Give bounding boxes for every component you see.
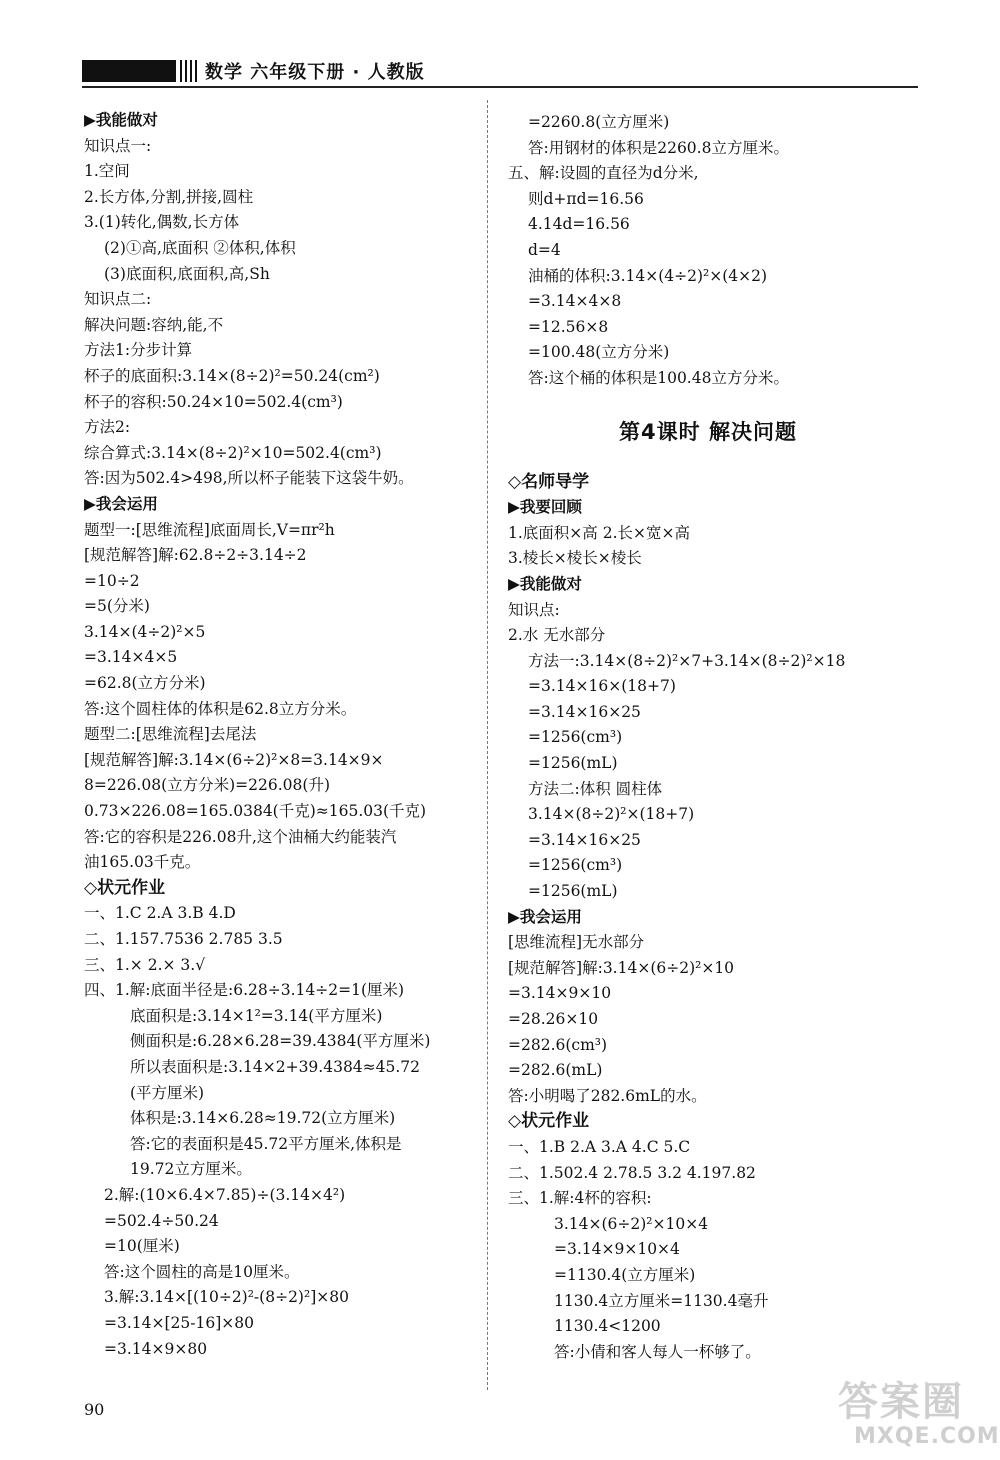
text-line: =1130.4(立方厘米) (554, 1265, 696, 1284)
text-line: 题型一:[思维流程]底面周长,V=πr²h (84, 520, 335, 539)
text-line: =5(分米) (84, 597, 150, 616)
section-heading: ▶我要回顾 (508, 498, 582, 517)
text-line: 所以表面积是:3.14×2+39.4384≈45.72 (130, 1057, 421, 1076)
text-line: =1256(mL) (528, 882, 618, 901)
text-line: 三、1.× 2.× 3.√ (84, 955, 206, 974)
section-heading: ▶我能做对 (84, 111, 158, 129)
left-column (84, 108, 484, 1362)
right-column-bottom (508, 470, 908, 1366)
text-line: 3.(1)转化,偶数,长方体 (84, 213, 240, 232)
text-line: 杯子的底面积:3.14×(8÷2)²=50.24(cm²) (84, 366, 380, 385)
text-line: 3.棱长×棱长×棱长 (508, 549, 642, 568)
right-column-top (508, 110, 908, 392)
column-divider (487, 100, 489, 1390)
text-line: 3.解:3.14×[(10÷2)²-(8÷2)²]×80 (104, 1288, 349, 1307)
text-line: 0.73×226.08=165.0384(千克)≈165.03(千克) (84, 802, 427, 821)
text-line: 侧面积是:6.28×6.28=39.4384(平方厘米) (130, 1032, 431, 1051)
text-line: 二、1.502.4 2.78.5 3.2 4.197.82 (508, 1163, 756, 1182)
text-line: 1.底面积×高 2.长×宽×高 (508, 523, 690, 542)
text-line: [规范解答]解:3.14×(6÷2)²×8=3.14×9× (84, 750, 384, 769)
text-line: 知识点一: (84, 136, 152, 155)
text-line: 答:小明喝了282.6mL的水。 (508, 1086, 707, 1105)
text-line: =3.14×9×10 (508, 984, 612, 1003)
text-line: 知识点二: (84, 290, 152, 309)
text-line: =3.14×4×8 (528, 292, 622, 311)
text-line: 油165.03千克。 (84, 853, 201, 872)
text-line: 答:这个圆柱体的体积是62.8立方分米。 (84, 699, 357, 718)
section-heading: ◇状元作业 (84, 877, 166, 898)
text-line: 方法2: (84, 418, 131, 437)
text-line: =3.14×[25-16]×80 (104, 1313, 254, 1332)
text-line: 2.水 无水部分 (508, 626, 606, 645)
header-stripes (180, 60, 198, 82)
text-line: 五、解:设圆的直径为d分米, (508, 164, 699, 183)
text-line: [规范解答]解:3.14×(6÷2)²×10 (508, 958, 735, 977)
text-line: =10÷2 (84, 571, 140, 590)
text-line: 题型二:[思维流程]去尾法 (84, 725, 257, 744)
text-line: 答:小倩和客人每人一杯够了。 (554, 1342, 761, 1361)
text-line: 1130.4<1200 (554, 1317, 661, 1336)
text-line: 知识点: (508, 600, 560, 619)
text-line: 体积是:3.14×6.28≈19.72(立方厘米) (130, 1109, 396, 1128)
text-line: =502.4÷50.24 (104, 1211, 219, 1230)
text-line: 一、1.C 2.A 3.B 4.D (84, 904, 236, 923)
right-column (508, 110, 908, 1365)
header-rule (82, 86, 918, 88)
text-line: 方法一:3.14×(8÷2)²×7+3.14×(8÷2)²×18 (528, 651, 846, 670)
text-line: 答:用钢材的体积是2260.8立方厘米。 (528, 138, 789, 157)
text-line: 答:这个圆柱的高是10厘米。 (104, 1262, 300, 1281)
text-line: 3.14×(6÷2)²×10×4 (554, 1214, 709, 1233)
text-line: 3.14×(4÷2)²×5 (84, 622, 206, 641)
text-line: =282.6(cm³) (508, 1035, 608, 1054)
text-line: 1130.4立方厘米=1130.4毫升 (554, 1291, 769, 1310)
text-line: (平方厘米) (130, 1083, 205, 1102)
text-line: =1256(mL) (528, 754, 618, 773)
text-line: 答:因为502.4>498,所以杯子能装下这袋牛奶。 (84, 469, 414, 488)
text-line: 则d+πd=16.56 (528, 189, 644, 208)
text-line: d=4 (528, 240, 561, 259)
text-line: 8=226.08(立方分米)=226.08(升) (84, 776, 330, 795)
text-line: 答:它的容积是226.08升,这个油桶大约能装汽 (84, 827, 397, 846)
text-line: =3.14×4×5 (84, 648, 178, 667)
header-black-bar (82, 60, 176, 82)
text-line: [思维流程]无水部分 (508, 933, 645, 952)
text-line: 答:这个桶的体积是100.48立方分米。 (528, 368, 789, 387)
text-line: =3.14×9×80 (104, 1339, 208, 1358)
text-line: 2.解:(10×6.4×7.85)÷(3.14×4²) (104, 1185, 346, 1204)
text-line: (3)底面积,底面积,高,Sh (104, 264, 270, 283)
text-line: =2260.8(立方厘米) (528, 113, 670, 131)
watermark-text: 答案圈 (838, 1379, 964, 1425)
lesson-title: 第4课时 解决问题 (619, 419, 797, 444)
text-line: =28.26×10 (508, 1010, 599, 1028)
section-heading: ◇状元作业 (508, 1111, 590, 1132)
text-line: 3.14×(8÷2)²×(18+7) (528, 805, 695, 824)
text-line: 1.空间 (84, 162, 130, 181)
text-line: =3.14×9×10×4 (554, 1240, 680, 1259)
text-line: 2.长方体,分割,拼接,圆柱 (84, 187, 254, 206)
text-line: =10(厘米) (104, 1237, 180, 1256)
text-line: 综合算式:3.14×(8÷2)²×10=502.4(cm³) (84, 443, 382, 462)
watermark-logo (838, 1370, 998, 1456)
text-line: =282.6(mL) (508, 1061, 603, 1080)
section-heading: ▶我会运用 (84, 494, 158, 513)
text-line: 油桶的体积:3.14×(4÷2)²×(4×2) (528, 266, 768, 285)
page-number: 90 (84, 1400, 105, 1419)
text-line: =3.14×16×25 (528, 702, 641, 721)
text-line: 一、1.B 2.A 3.A 4.C 5.C (508, 1137, 691, 1156)
text-line: 方法二:体积 圆柱体 (528, 779, 663, 798)
text-line: 底面积是:3.14×1²=3.14(平方厘米) (130, 1006, 383, 1025)
text-line: 三、1.解:4杯的容积: (508, 1189, 652, 1208)
text-line: (2)①高,底面积 ②体积,体积 (104, 238, 296, 257)
text-line: 19.72立方厘米。 (130, 1160, 252, 1179)
text-line: 方法1:分步计算 (84, 341, 193, 360)
section-heading: ▶我能做对 (508, 574, 582, 593)
section-heading: ▶我会运用 (508, 907, 582, 926)
text-line: =1256(cm³) (528, 728, 623, 747)
text-line: =3.14×16×(18+7) (528, 677, 676, 696)
text-line: =3.14×16×25 (528, 830, 641, 849)
text-line: =1256(cm³) (528, 856, 623, 875)
section-heading: ◇名师导学 (508, 471, 590, 492)
text-line: 4.14d=16.56 (528, 215, 630, 234)
text-line: 答:它的表面积是45.72平方厘米,体积是 (130, 1134, 402, 1153)
text-line: 四、1.解:底面半径是:6.28÷3.14÷2=1(厘米) (84, 981, 405, 1000)
page-header-title: 数学 六年级下册 · 人教版 (205, 62, 425, 83)
watermark-url: MXQE.COM (854, 1424, 1000, 1449)
text-line: =62.8(立方分米) (84, 674, 206, 693)
text-line: =100.48(立方分米) (528, 343, 670, 362)
text-line: 杯子的容积:50.24×10=502.4(cm³) (84, 392, 343, 411)
text-line: =12.56×8 (528, 317, 609, 336)
text-line: 二、1.157.7536 2.785 3.5 (84, 930, 283, 948)
text-line: 解决问题:容纳,能,不 (84, 315, 224, 334)
text-line: [规范解答]解:62.8÷2÷3.14÷2 (84, 546, 307, 565)
